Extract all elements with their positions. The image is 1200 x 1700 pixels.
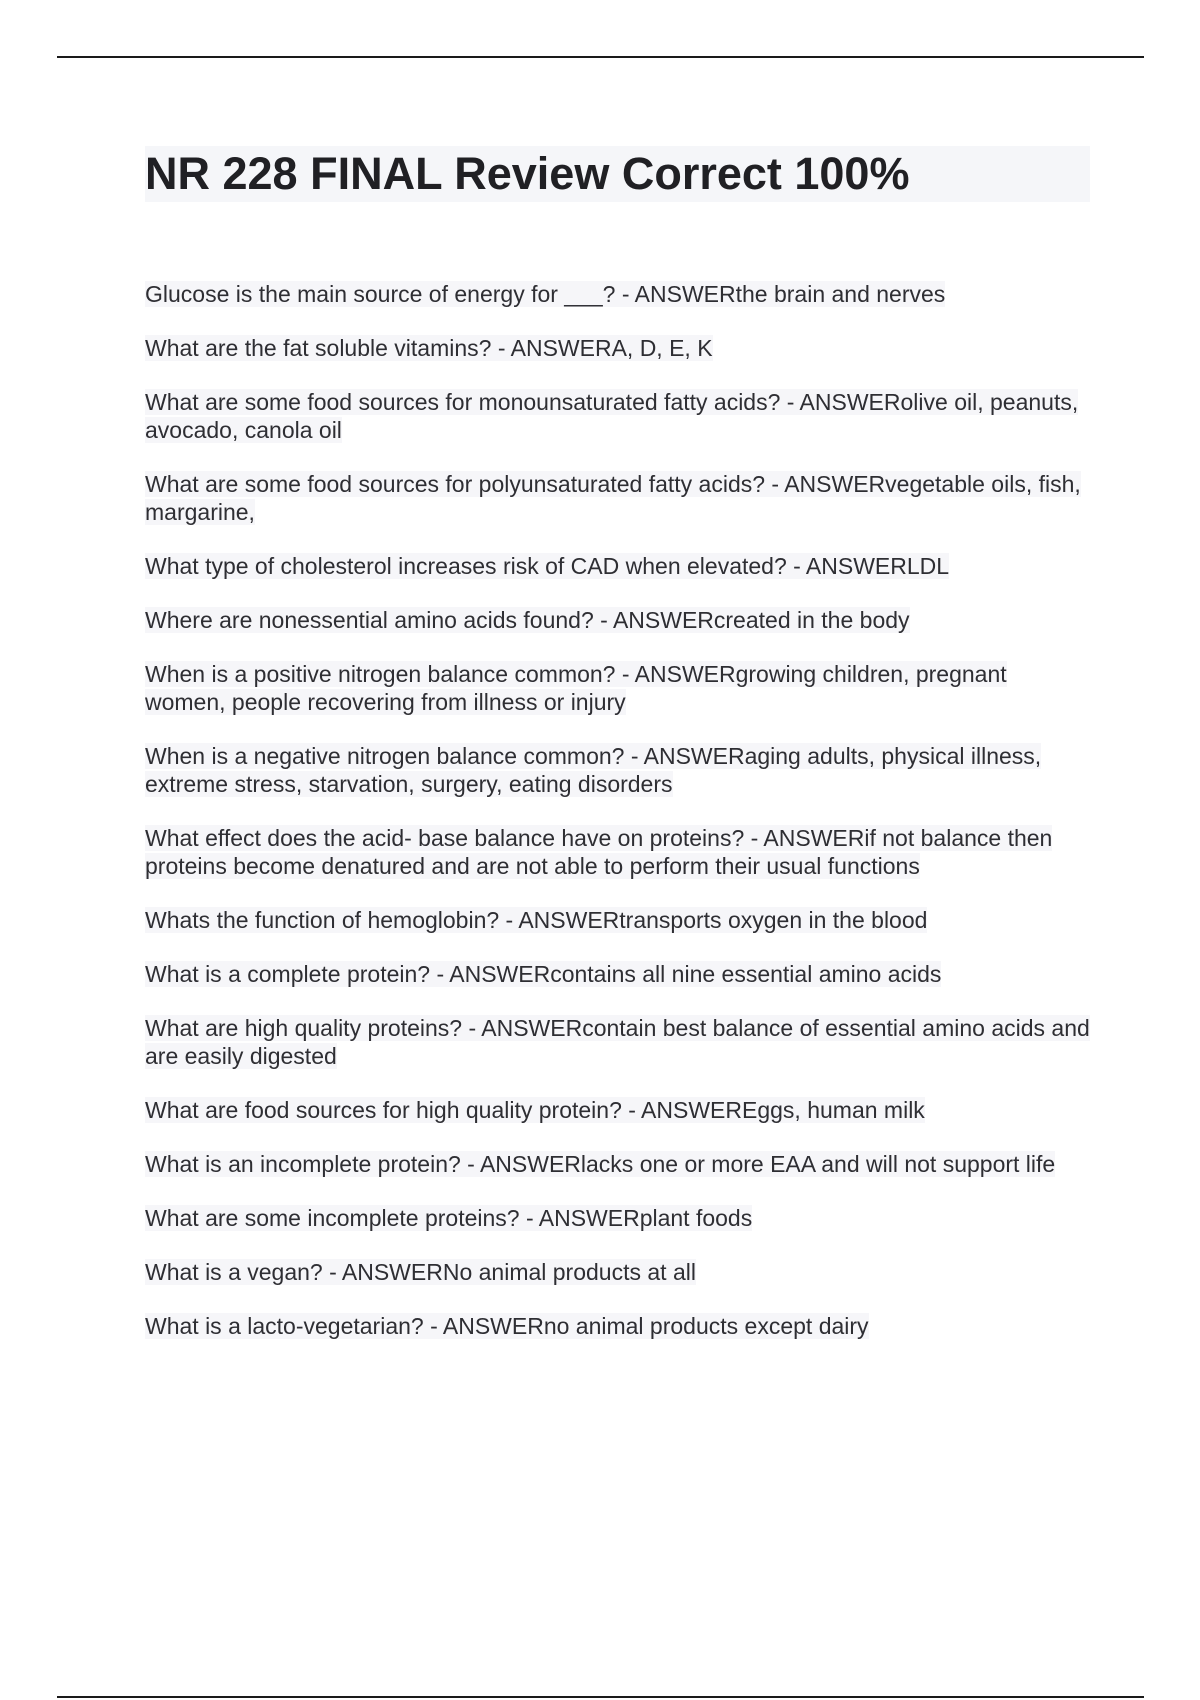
- qa-item: [145, 1150, 1090, 1178]
- qa-text: Where are nonessential amino acids found? - ANSWERcreated in the body: [145, 607, 910, 633]
- qa-item: [145, 1204, 1090, 1232]
- qa-text: What are high quality proteins? - ANSWERcontain best balance of essential amino acids and are easily digested: [145, 1015, 1090, 1069]
- qa-item: [145, 1096, 1090, 1124]
- bottom-divider: [57, 1696, 1144, 1698]
- qa-item: [145, 470, 1090, 526]
- qa-item: [145, 280, 1090, 308]
- document-title: NR 228 FINAL Review Correct 100%: [145, 146, 1090, 202]
- top-divider: [57, 56, 1144, 58]
- qa-text: What is an incomplete protein? - ANSWERlacks one or more EAA and will not support life: [145, 1151, 1056, 1177]
- qa-text: Glucose is the main source of energy for ___? - ANSWERthe brain and nerves: [145, 281, 946, 307]
- qa-text: What are some food sources for polyunsaturated fatty acids? - ANSWERvegetable oils, fish, margarine,: [145, 471, 1081, 525]
- qa-text: What are some food sources for monounsaturated fatty acids? - ANSWERolive oil, peanuts, avocado, canola oil: [145, 389, 1079, 443]
- qa-text: What are some incomplete proteins? - ANSWERplant foods: [145, 1205, 753, 1231]
- qa-text: What is a lacto-vegetarian? - ANSWERno animal products except dairy: [145, 1313, 869, 1339]
- qa-item: [145, 1312, 1090, 1340]
- qa-item: [145, 824, 1090, 880]
- qa-text: Whats the function of hemoglobin? - ANSWERtransports oxygen in the blood: [145, 907, 928, 933]
- qa-text: What are the fat soluble vitamins? - ANSWERA, D, E, K: [145, 335, 713, 361]
- qa-item: [145, 1258, 1090, 1286]
- qa-text: What type of cholesterol increases risk of CAD when elevated? - ANSWERLDL: [145, 553, 950, 579]
- qa-item: [145, 552, 1090, 580]
- qa-text: What is a vegan? - ANSWERNo animal products at all: [145, 1259, 696, 1285]
- qa-text: What is a complete protein? - ANSWERcontains all nine essential amino acids: [145, 961, 942, 987]
- qa-text: When is a negative nitrogen balance common? - ANSWERaging adults, physical illness, extreme stress, starvation, surgery, eating disorders: [145, 743, 1042, 797]
- qa-text: When is a positive nitrogen balance common? - ANSWERgrowing children, pregnant women, people recovering from illness or injury: [145, 661, 1007, 715]
- qa-item: [145, 660, 1090, 716]
- qa-text: What effect does the acid- base balance have on proteins? - ANSWERif not balance then proteins become denatured and are not able to perform their usual functions: [145, 825, 1053, 879]
- qa-item: [145, 388, 1090, 444]
- qa-list: [145, 280, 1090, 1366]
- qa-text: What are food sources for high quality protein? - ANSWEREggs, human milk: [145, 1097, 925, 1123]
- qa-item: [145, 606, 1090, 634]
- qa-item: [145, 334, 1090, 362]
- qa-item: [145, 906, 1090, 934]
- qa-item: [145, 960, 1090, 988]
- qa-item: [145, 742, 1090, 798]
- qa-item: [145, 1014, 1090, 1070]
